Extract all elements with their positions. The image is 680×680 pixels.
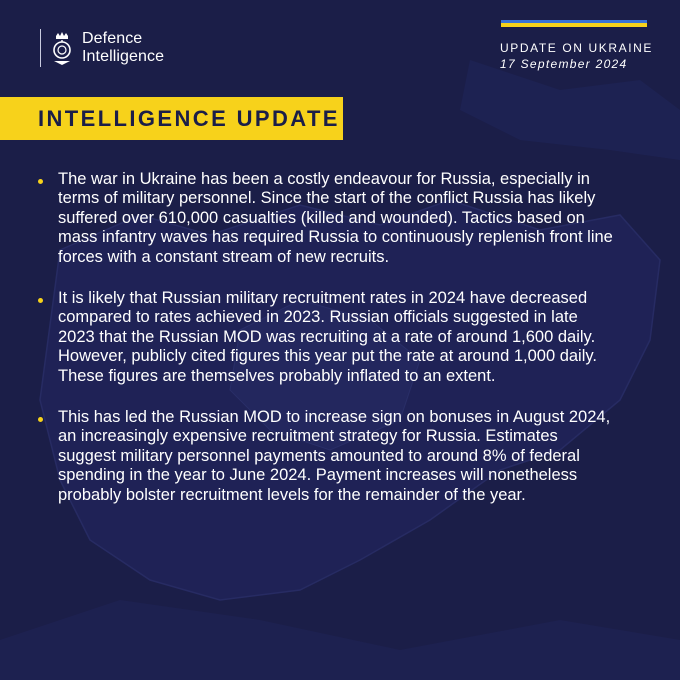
logo-line-2: Intelligence [82,48,165,65]
bullet-item [36,170,616,267]
bullet-text: This has led the Russian MOD to increase sign on bonuses in August 2024, an increasingly expensive recruitment strategy for Russia. Estimates suggest military personnel payments amounted to around 8% of federal spending in the year to June 2024. Payment increases will nonetheless probably bolster recruitment levels for the remainder of the year. [58,408,611,504]
bullet-text: The war in Ukraine has been a costly endeavour for Russia, especially in terms of military personnel. Since the start of the conflict Russia has likely suffered over 610,000 casualties (killed and wounded). Tactics based on mass infantry waves has required Russia to continuously replenish front line forces with a constant stream of new recruits. [58,170,613,266]
logo-divider [40,29,41,67]
intelligence-update-banner [0,97,343,140]
banner-title: INTELLIGENCE UPDATE [38,105,340,131]
defence-intelligence-logo [40,28,164,68]
bullet-dot [38,298,43,303]
bullet-dot [38,179,43,184]
bullet-item [36,408,616,505]
bullet-dot [38,417,43,422]
logo-line-1: Defence [82,30,143,47]
bullet-text: It is likely that Russian military recruitment rates in 2024 have decreased compared to rates achieved in 2023. Russian officials suggested in late 2023 that the Russian MOD was recruiting at a rate of around 1,600 daily. However, publicly cited figures this year put the rate at around 1,000 daily. These figures are themselves probably inflated to an extent. [58,289,597,385]
crest-icon [49,30,75,66]
logo-text [82,30,164,66]
flag-yellow-stripe [501,23,647,27]
ukraine-flag-stripe [501,20,647,27]
bullet-item [36,289,616,386]
update-on-label: UPDATE ON UKRAINE [500,41,653,55]
update-date: 17 September 2024 [500,57,628,71]
bullet-list [36,170,616,527]
update-header [500,40,653,72]
